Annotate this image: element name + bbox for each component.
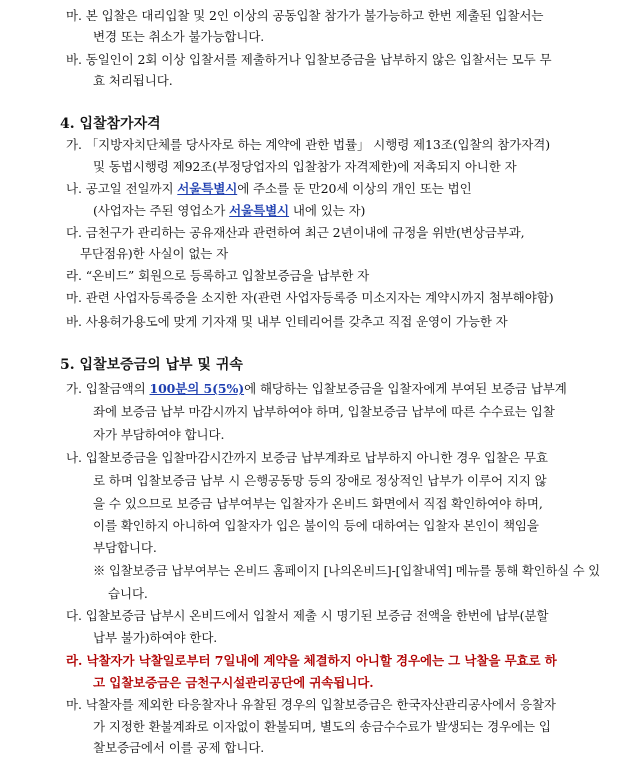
item-5-na-line4: 이를 확인하지 아니하여 입찰자가 입은 불이익 등에 대하여는 입찰자 본인이 책임을: [93, 518, 539, 533]
item-4-na2-text-a: (사업자는 주된 영업소가: [93, 203, 230, 218]
item-5-ga-line3: 자가 부담하여야 합니다.: [93, 427, 225, 442]
item-5-da-line1: 다. 입찰보증금 납부시 온비드에서 입찰서 제출 시 명기된 보증금 전액을 한번에 납부(분할: [66, 608, 549, 623]
item-5-ga-line1: [66, 381, 567, 397]
item-ba-line1: 바. 동일인이 2회 이상 입찰서를 제출하거나 입찰보증금을 납부하지 않은 입찰서는 모두 무: [66, 52, 552, 67]
item-5-da-line2: 납부 불가)하여야 한다.: [93, 630, 218, 645]
item-4-ba: 바. 사용허가용도에 맞게 기자재 및 내부 인테리어를 갖추고 직접 운영이 가능한 자: [66, 314, 508, 329]
item-5-na-line2: 로 하며 입찰보증금 납부 시 은행공동망 등의 장애로 정상적인 납부가 이루어 지지 않: [93, 473, 547, 488]
deposit-rate-highlight: 100분의 5(5%): [149, 381, 245, 396]
item-4-ra: 라. “온비드” 회원으로 등록하고 입찰보증금을 납부한 자: [66, 268, 370, 283]
item-5-ma-line2: 가 지정한 환불계좌로 이자없이 환불되며, 별도의 송금수수료가 발생되는 경우에는 입: [93, 719, 551, 734]
item-4-na2-text-c: 내에 있는 자): [289, 203, 366, 218]
item-5-ma-line1: 마. 낙찰자를 제외한 타응찰자나 유찰된 경우의 입찰보증금은 한국자산관리공사에서 응찰자: [66, 697, 556, 712]
item-5-ga-text-a: 가. 입찰금액의: [66, 381, 150, 396]
item-5-ra-line1: 라. 낙찰자가 낙찰일로부터 7일내에 계약을 체결하지 아니할 경우에는 그 낙찰을 무효로 하: [66, 653, 557, 668]
item-4-da-line1: 다. 금천구가 관리하는 공유재산과 관련하여 최근 2년이내에 규정을 위반(변상금부과,: [66, 225, 525, 240]
item-4-ma: 마. 관련 사업자등록증을 소지한 자(관련 사업자등록증 미소지자는 계약시까지 첨부해야함): [66, 290, 554, 305]
item-5-ga-text-c: 에 해당하는 입찰보증금을 입찰자에게 부여된 보증금 납부계: [244, 381, 567, 396]
section-5-heading: 5. 입찰보증금의 납부 및 귀속: [60, 357, 243, 373]
section-4-heading: 4. 입찰참가자격: [60, 116, 161, 132]
item-5-na-line1: 나. 입찰보증금을 입찰마감시간까지 보증금 납부계좌로 납부하지 아니한 경우 입찰은 무효: [66, 450, 548, 465]
item-ba-line2: 효 처리됩니다.: [93, 73, 173, 88]
item-ma-line2: 변경 또는 취소가 불가능합니다.: [93, 29, 265, 44]
item-5-ra-line2: 고 입찰보증금은 금천구시설관리공단에 귀속됩니다.: [93, 675, 374, 690]
seoul-highlight-2: 서울특별시: [229, 203, 290, 218]
item-ma-line1: 마. 본 입찰은 대리입찰 및 2인 이상의 공동입찰 참가가 불가능하고 한번 제출된 입찰서는: [66, 8, 544, 23]
item-5-ma-line3: 찰보증금에서 이를 공제 합니다.: [93, 740, 265, 755]
item-4-ga-line2: 및 동법시행령 제92조(부정당업자의 입찰참가 자격제한)에 저촉되지 아니한 자: [93, 159, 517, 174]
item-5-note-line1: ※ 입찰보증금 납부여부는 온비드 홈페이지 [나의온비드]-[입찰내역] 메뉴를 통해 확인하실 수 있: [93, 564, 600, 578]
item-5-note-line2: 습니다.: [108, 586, 148, 601]
item-5-na-line5: 부담합니다.: [93, 540, 157, 555]
item-5-na-line3: 을 수 있으므로 보증금 납부여부는 입찰자가 온비드 화면에서 직접 확인하여야 하며,: [93, 496, 543, 511]
item-4-na-text-c: 에 주소를 둔 만20세 이상의 개인 또는 법인: [237, 181, 472, 196]
item-4-na-line2: [93, 203, 365, 219]
seoul-highlight: 서울특별시: [177, 181, 238, 196]
item-4-na-line1: [66, 181, 472, 197]
item-4-da-line2: 무단점유)한 사실이 없는 자: [80, 246, 229, 261]
item-5-ga-line2: 좌에 보증금 납부 마감시까지 납부하여야 하며, 입찰보증금 납부에 따른 수수료는 입찰: [93, 404, 555, 419]
item-4-ga-line1: 가. 「지방자치단체를 당사자로 하는 계약에 관한 법률」 시행령 제13조(입찰의 참가자격): [66, 137, 550, 152]
item-4-na-text-a: 나. 공고일 전일까지: [66, 181, 178, 196]
